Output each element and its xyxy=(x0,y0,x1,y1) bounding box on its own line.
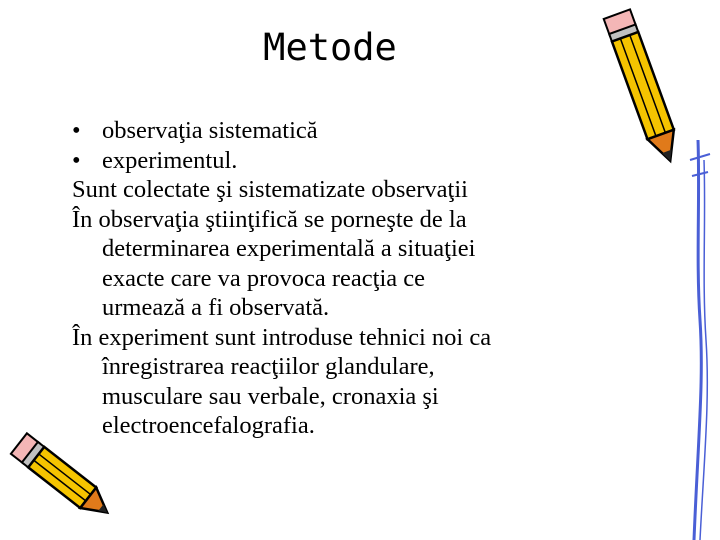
border-decoration xyxy=(670,140,720,540)
paragraph-line: În experiment sunt introduse tehnici noi ca xyxy=(72,323,492,351)
paragraph-line: exacte care va provoca reacţia ce xyxy=(102,264,426,292)
slide-body xyxy=(72,116,672,441)
paragraph-line: urmează a fi observată. xyxy=(102,294,330,321)
paragraph-line: determinarea experimentală a situaţiei xyxy=(102,235,476,262)
list-item-text: observaţia sistematică xyxy=(102,117,318,144)
paragraph-line: În observaţia ştiinţifică se porneşte de la xyxy=(72,205,467,233)
list-item xyxy=(72,116,672,146)
bullet: • xyxy=(72,117,81,144)
paragraph-line: electroencefalografia. xyxy=(102,412,315,439)
paragraph-line: Sunt colectate şi sistematizate observaţii xyxy=(72,176,468,203)
pencil-icon xyxy=(0,430,120,530)
paragraph-line: musculare sau verbale, cronaxia şi xyxy=(102,382,439,410)
bullet: • xyxy=(72,146,81,174)
paragraph-line: înregistrarea reacţiilor glandulare, xyxy=(102,353,435,380)
list-item-text: experimentul. xyxy=(102,146,238,174)
slide-title: Metode xyxy=(263,26,397,69)
list-item xyxy=(72,146,672,176)
